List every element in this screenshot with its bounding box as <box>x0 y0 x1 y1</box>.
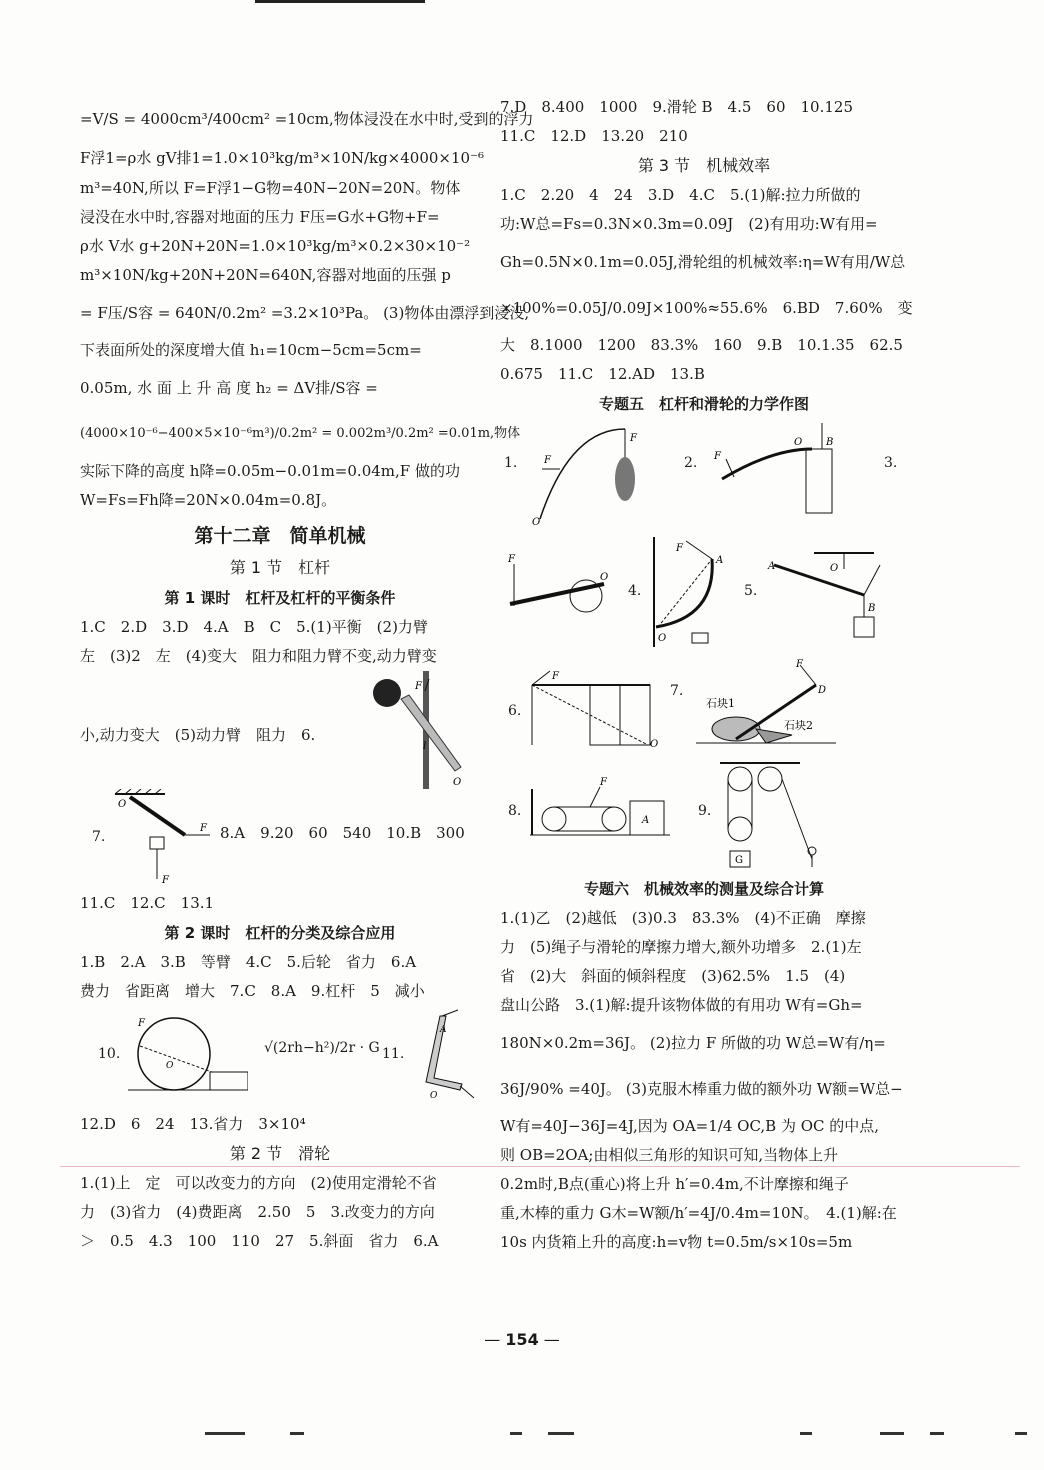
figure-number: 7. <box>670 683 684 699</box>
text-line: 则 OB=2OA;由相似三角形的知识可知,当物体上升 <box>500 1146 839 1164</box>
figure-girl-lever <box>365 671 475 789</box>
text-line: 左 (3)2 左 (4)变大 阻力和阻力臂不变,动力臂变 <box>80 647 437 665</box>
text-line: 实际下降的高度 h降=0.05m−0.01m=0.04m,F 做的功 <box>80 462 460 480</box>
svg-text:O: O <box>166 1061 174 1071</box>
text-line: =V/S = 4000cm³/400cm² =10cm,物体浸没在水中时,受到的浮力 <box>80 110 534 128</box>
figure-fishing-rod <box>530 419 650 529</box>
svg-text:F: F <box>600 777 607 788</box>
text-line: m³×10N/kg+20N+20N=640N,容器对地面的压强 p <box>80 266 451 284</box>
svg-text:A: A <box>642 815 650 826</box>
figure-crowbar <box>410 1006 480 1102</box>
text-line: ×100%=0.05J/0.09J×100%≈55.6% 6.BD 7.60% 变 <box>500 299 913 317</box>
figure-pulley-system <box>720 759 830 874</box>
rock-label: 石块2 <box>784 719 813 732</box>
figure-scissors <box>504 544 614 634</box>
margin-rule <box>60 1166 1020 1167</box>
text-line: 小,动力变大 (5)动力臂 阻力 6. <box>80 726 316 744</box>
text-line: = F压/S容 = 640N/0.2m² =3.2×10³Pa。 (3)物体由漂浮到浸没, <box>80 304 530 322</box>
text-line: W=Fs=Fh降=20N×0.04m=0.8J。 <box>80 491 337 509</box>
text-line: 盘山公路 3.(1)解:提升该物体做的有用功 W有=Gh= <box>500 996 863 1014</box>
svg-text:F: F <box>508 554 515 565</box>
svg-text:F: F <box>544 455 551 466</box>
text-line: (4000×10⁻⁶−400×5×10⁻⁶m³)/0.2m² = 0.002m³/0.2m² =0.01m,物体 <box>80 426 521 441</box>
text-line: ρ水 V水 g+20N+20N=1.0×10³kg/m³×0.2×30×10⁻² <box>80 237 471 255</box>
svg-text:D: D <box>818 685 827 696</box>
text-line: 费力 省距离 增大 7.C 8.A 9.杠杆 5 减小 <box>80 982 425 1000</box>
page-number: — 154 — <box>484 1330 560 1349</box>
text-line: 1.C 2.D 3.D 4.A B C 5.(1)平衡 (2)力臂 <box>80 618 428 636</box>
topic-title: 专题五 杠杆和滑轮的力学作图 <box>598 395 809 413</box>
text-line: 省 (2)大 斜面的倾斜程度 (3)62.5% 1.5 (4) <box>500 967 846 985</box>
text-line: 1.B 2.A 3.B 等臂 4.C 5.后轮 省力 6.A <box>80 953 417 971</box>
bottom-marks <box>0 1432 1044 1438</box>
text-line: 下表面所处的深度增大值 h₁=10cm−5cm=5cm= <box>80 341 422 359</box>
formula: √(2rh−h²)/2r · G <box>264 1040 380 1056</box>
svg-text:O: O <box>453 777 462 788</box>
svg-text:O: O <box>794 437 803 448</box>
figure-bent-lever <box>646 537 756 647</box>
text-line: 7.D 8.400 1000 9.滑轮 B 4.5 60 10.125 <box>500 98 853 116</box>
figure-wheel-step <box>128 1010 248 1096</box>
section-title: 第 1 节 杠杆 <box>229 558 331 577</box>
text-line: Gh=0.5N×0.1m=0.05J,滑轮组的机械效率:η=W有用/W总 <box>500 253 906 271</box>
question-number: 11. <box>382 1046 405 1062</box>
text-line: 10s 内货箱上升的高度:h=v物 t=0.5m/s×10s=5m <box>500 1233 853 1251</box>
svg-text:F: F <box>415 681 422 692</box>
svg-text:F: F <box>552 671 559 682</box>
text-line: 1.C 2.20 4 24 3.D 4.C 5.(1)解:拉力所做的 <box>500 186 861 204</box>
text-line: 36J/90% =40J。 (3)克服木棒重力做的额外功 W额=W总− <box>500 1080 903 1098</box>
svg-text:A: A <box>716 555 724 566</box>
left-column <box>80 96 534 1256</box>
section-title: 第 3 节 机械效率 <box>637 156 771 175</box>
svg-text:F: F <box>676 543 683 554</box>
svg-text:F: F <box>162 875 169 886</box>
figure-row-7 <box>80 789 480 889</box>
figure-row-6 <box>80 671 480 789</box>
text-line: 浸没在水中时,容器对地面的压力 F压=G水+G物+F= <box>80 208 440 226</box>
topic5-figures <box>500 419 908 874</box>
top-rule <box>255 0 425 3</box>
svg-text:F: F <box>200 823 207 834</box>
figure-number: 8. <box>508 803 522 819</box>
question-number: 7. <box>92 829 106 845</box>
svg-text:B: B <box>868 603 876 614</box>
figure-number: 1. <box>504 455 518 471</box>
text-line: m³=40N,所以 F=F浮1−G物=40N−20N=20N。物体 <box>80 179 461 197</box>
text-line: 1.(1)上 定 可以改变力的方向 (2)使用定滑轮不省 <box>80 1174 437 1192</box>
svg-text:B: B <box>826 437 834 448</box>
section-title: 第 2 节 滑轮 <box>229 1144 331 1163</box>
question-number: 10. <box>98 1046 121 1062</box>
svg-text:O: O <box>430 1091 438 1101</box>
text-line: 力 (5)绳子与滑轮的摩擦力增大,额外功增多 2.(1)左 <box>500 938 862 956</box>
svg-text:O: O <box>658 633 667 644</box>
figure-lever-ceiling <box>110 789 220 889</box>
figure-hanging-lever <box>764 549 894 649</box>
text-line: W有=40J−36J=4J,因为 OA=1/4 OC,B 为 OC 的中点, <box>500 1117 880 1135</box>
lesson-title: 第 1 课时 杠杆及杠杆的平衡条件 <box>164 589 396 607</box>
svg-text:l: l <box>423 741 427 752</box>
svg-text:O: O <box>600 572 609 583</box>
text-line: 8.A 9.20 60 540 10.B 300 <box>220 824 465 842</box>
text-line: 0.675 11.C 12.AD 13.B <box>500 365 705 383</box>
figure-number: 9. <box>698 803 712 819</box>
text-line: 0.2m时,B点(重心)将上升 h′=0.4m,不计摩擦和绳子 <box>500 1175 849 1193</box>
text-line: 重,木棒的重力 G木=W额/h′=4J/0.4m=10N。 4.(1)解:在 <box>500 1204 897 1222</box>
figure-row-10-11 <box>80 1006 480 1102</box>
figure-pump-handle <box>712 419 852 529</box>
text-line: 0.05m, 水 面 上 升 高 度 h₂ = ΔV排/S容 = <box>80 379 378 397</box>
svg-text:A: A <box>768 561 776 572</box>
svg-text:O: O <box>532 517 541 528</box>
svg-text:F: F <box>714 451 721 462</box>
text-line: 11.C 12.C 13.1 <box>80 894 215 912</box>
figure-rock-lever <box>696 659 836 749</box>
figure-number: 5. <box>744 583 758 599</box>
svg-text:A: A <box>440 1025 447 1035</box>
svg-text:O: O <box>650 739 659 749</box>
text-line: 1.(1)乙 (2)越低 (3)0.3 83.3% (4)不正确 摩擦 <box>500 909 866 927</box>
figure-number: 6. <box>508 703 522 719</box>
figure-frame-lever <box>530 669 660 749</box>
topic-title: 专题六 机械效率的测量及综合计算 <box>583 880 824 898</box>
right-column <box>500 93 913 1257</box>
svg-text:F: F <box>138 1018 145 1029</box>
figure-number: 4. <box>628 583 642 599</box>
text-line: 力 (3)省力 (4)费距离 2.50 5 3.改变力的方向 <box>80 1203 435 1221</box>
svg-text:O: O <box>830 563 839 574</box>
chapter-title: 第十二章 简单机械 <box>194 525 366 547</box>
svg-text:O: O <box>118 799 127 810</box>
text-line: 大 8.1000 1200 83.3% 160 9.B 10.1.35 62.5 <box>500 336 903 354</box>
text-line: 功:W总=Fs=0.3N×0.3m=0.09J (2)有用功:W有用= <box>500 215 878 233</box>
text-line: ＞ 0.5 4.3 100 110 27 5.斜面 省力 6.A <box>80 1232 439 1250</box>
text-line: 11.C 12.D 13.20 210 <box>500 127 688 145</box>
figure-number: 2. <box>684 455 698 471</box>
svg-text:G: G <box>735 855 743 866</box>
text-line: F浮1=ρ水 gV排1=1.0×10³kg/m³×10N/kg×4000×10⁻⁶ <box>80 149 485 167</box>
text-line: 180N×0.2m=36J。 (2)拉力 F 所做的功 W总=W有/η= <box>500 1034 886 1052</box>
figure-number: 3. <box>884 455 898 471</box>
text-line: 12.D 6 24 13.省力 3×10⁴ <box>80 1115 306 1133</box>
figure-pulley-cart <box>530 769 670 849</box>
lesson-title: 第 2 课时 杠杆的分类及综合应用 <box>164 924 396 942</box>
svg-text:F: F <box>796 659 803 670</box>
page-number-value: 154 <box>505 1330 539 1349</box>
svg-text:F: F <box>630 433 637 444</box>
rock-label: 石块1 <box>706 697 735 710</box>
